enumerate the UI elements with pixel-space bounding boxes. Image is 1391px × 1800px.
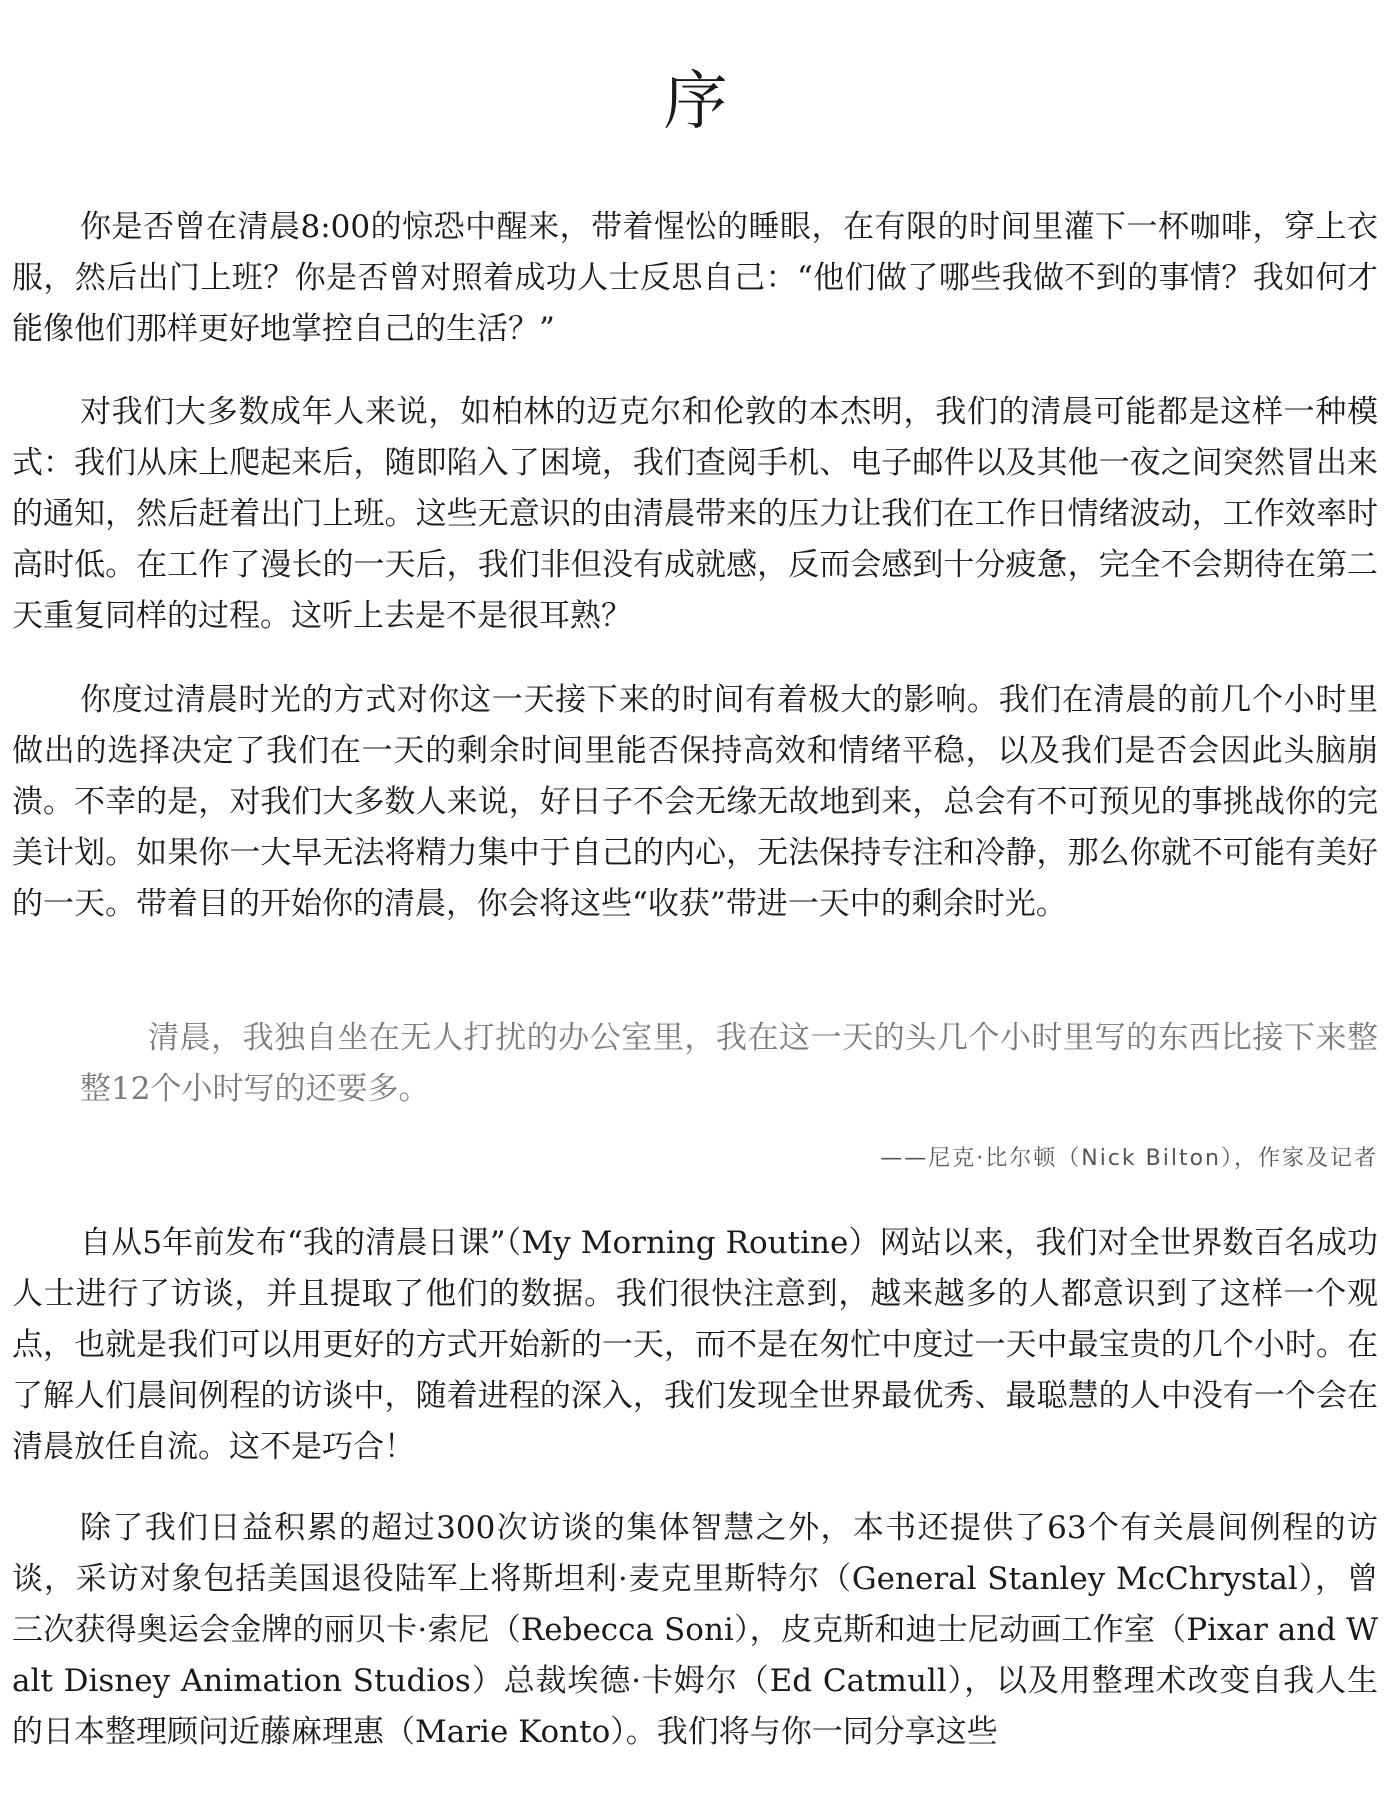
paragraph-5: 除了我们日益积累的超过300次访谈的集体智慧之外，本书还提供了63个有关晨间例程的访谈，采访对象包括美国退役陆军上将斯坦利·麦克里斯特尔（General Stanley McChrystal），曾三次获得奥运会金牌的丽贝卡·索尼（Rebecca Soni），皮克斯和迪士尼动画工作室（Pixar and Walt Disney Animation Studios）总裁埃德·卡姆尔（Ed Catmull），以及用整理术改变自我人生的日本整理顾问近藤麻理惠（Marie Konto）。我们将与你一同分享这些 xyxy=(12,1510,1378,1750)
paragraph-1: 你是否曾在清晨8:00的惊恐中醒来，带着惺忪的睡眼，在有限的时间里灌下一杯咖啡，穿上衣服，然后出门上班？你是否曾对照着成功人士反思自己：“他们做了哪些我做不到的事情？我如何才能像他们那样更好地掌控自己的生活？” xyxy=(12,209,1378,347)
page-title: 序 xyxy=(663,65,728,139)
paragraph-4: 自从5年前发布“我的清晨日课”（My Morning Routine）网站以来，我们对全世界数百名成功人士进行了访谈，并且提取了他们的数据。我们很快注意到，越来越多的人都意识到了这样一个观点，也就是我们可以用更好的方式开始新的一天，而不是在匆忙中度过一天中最宝贵的几个小时。在了解人们晨间例程的访谈中，随着进程的深入，我们发现全世界最优秀、最聪慧的人中没有一个会在清晨放任自流。这不是巧合！ xyxy=(12,1225,1378,1465)
paragraph-3: 你度过清晨时光的方式对你这一天接下来的时间有着极大的影响。我们在清晨的前几个小时里做出的选择决定了我们在一天的剩余时间里能否保持高效和情绪平稳，以及我们是否会因此头脑崩溃。不幸的是，对我们大多数人来说，好日子不会无缘无故地到来，总会有不可预见的事挑战你的完美计划。如果你一大早无法将精力集中于自己的内心，无法保持专注和冷静，那么你就不可能有美好的一天。带着目的开始你的清晨，你会将这些“收获”带进一天中的剩余时光。 xyxy=(12,682,1378,922)
block-quote: 清晨，我独自坐在无人打扰的办公室里，我在这一天的头几个小时里写的东西比接下来整整12个小时写的还要多。 xyxy=(80,1020,1378,1107)
quote-attribution: ——尼克·比尔顿（Nick Bilton），作家及记者 xyxy=(880,1146,1378,1171)
paragraph-2: 对我们大多数成年人来说，如柏林的迈克尔和伦敦的本杰明，我们的清晨可能都是这样一种模式：我们从床上爬起来后，随即陷入了困境，我们查阅手机、电子邮件以及其他一夜之间突然冒出来的通知，然后赶着出门上班。这些无意识的由清晨带来的压力让我们在工作日情绪波动，工作效率时高时低。在工作了漫长的一天后，我们非但没有成就感，反而会感到十分疲惫，完全不会期待在第二天重复同样的过程。这听上去是不是很耳熟？ xyxy=(12,394,1378,634)
